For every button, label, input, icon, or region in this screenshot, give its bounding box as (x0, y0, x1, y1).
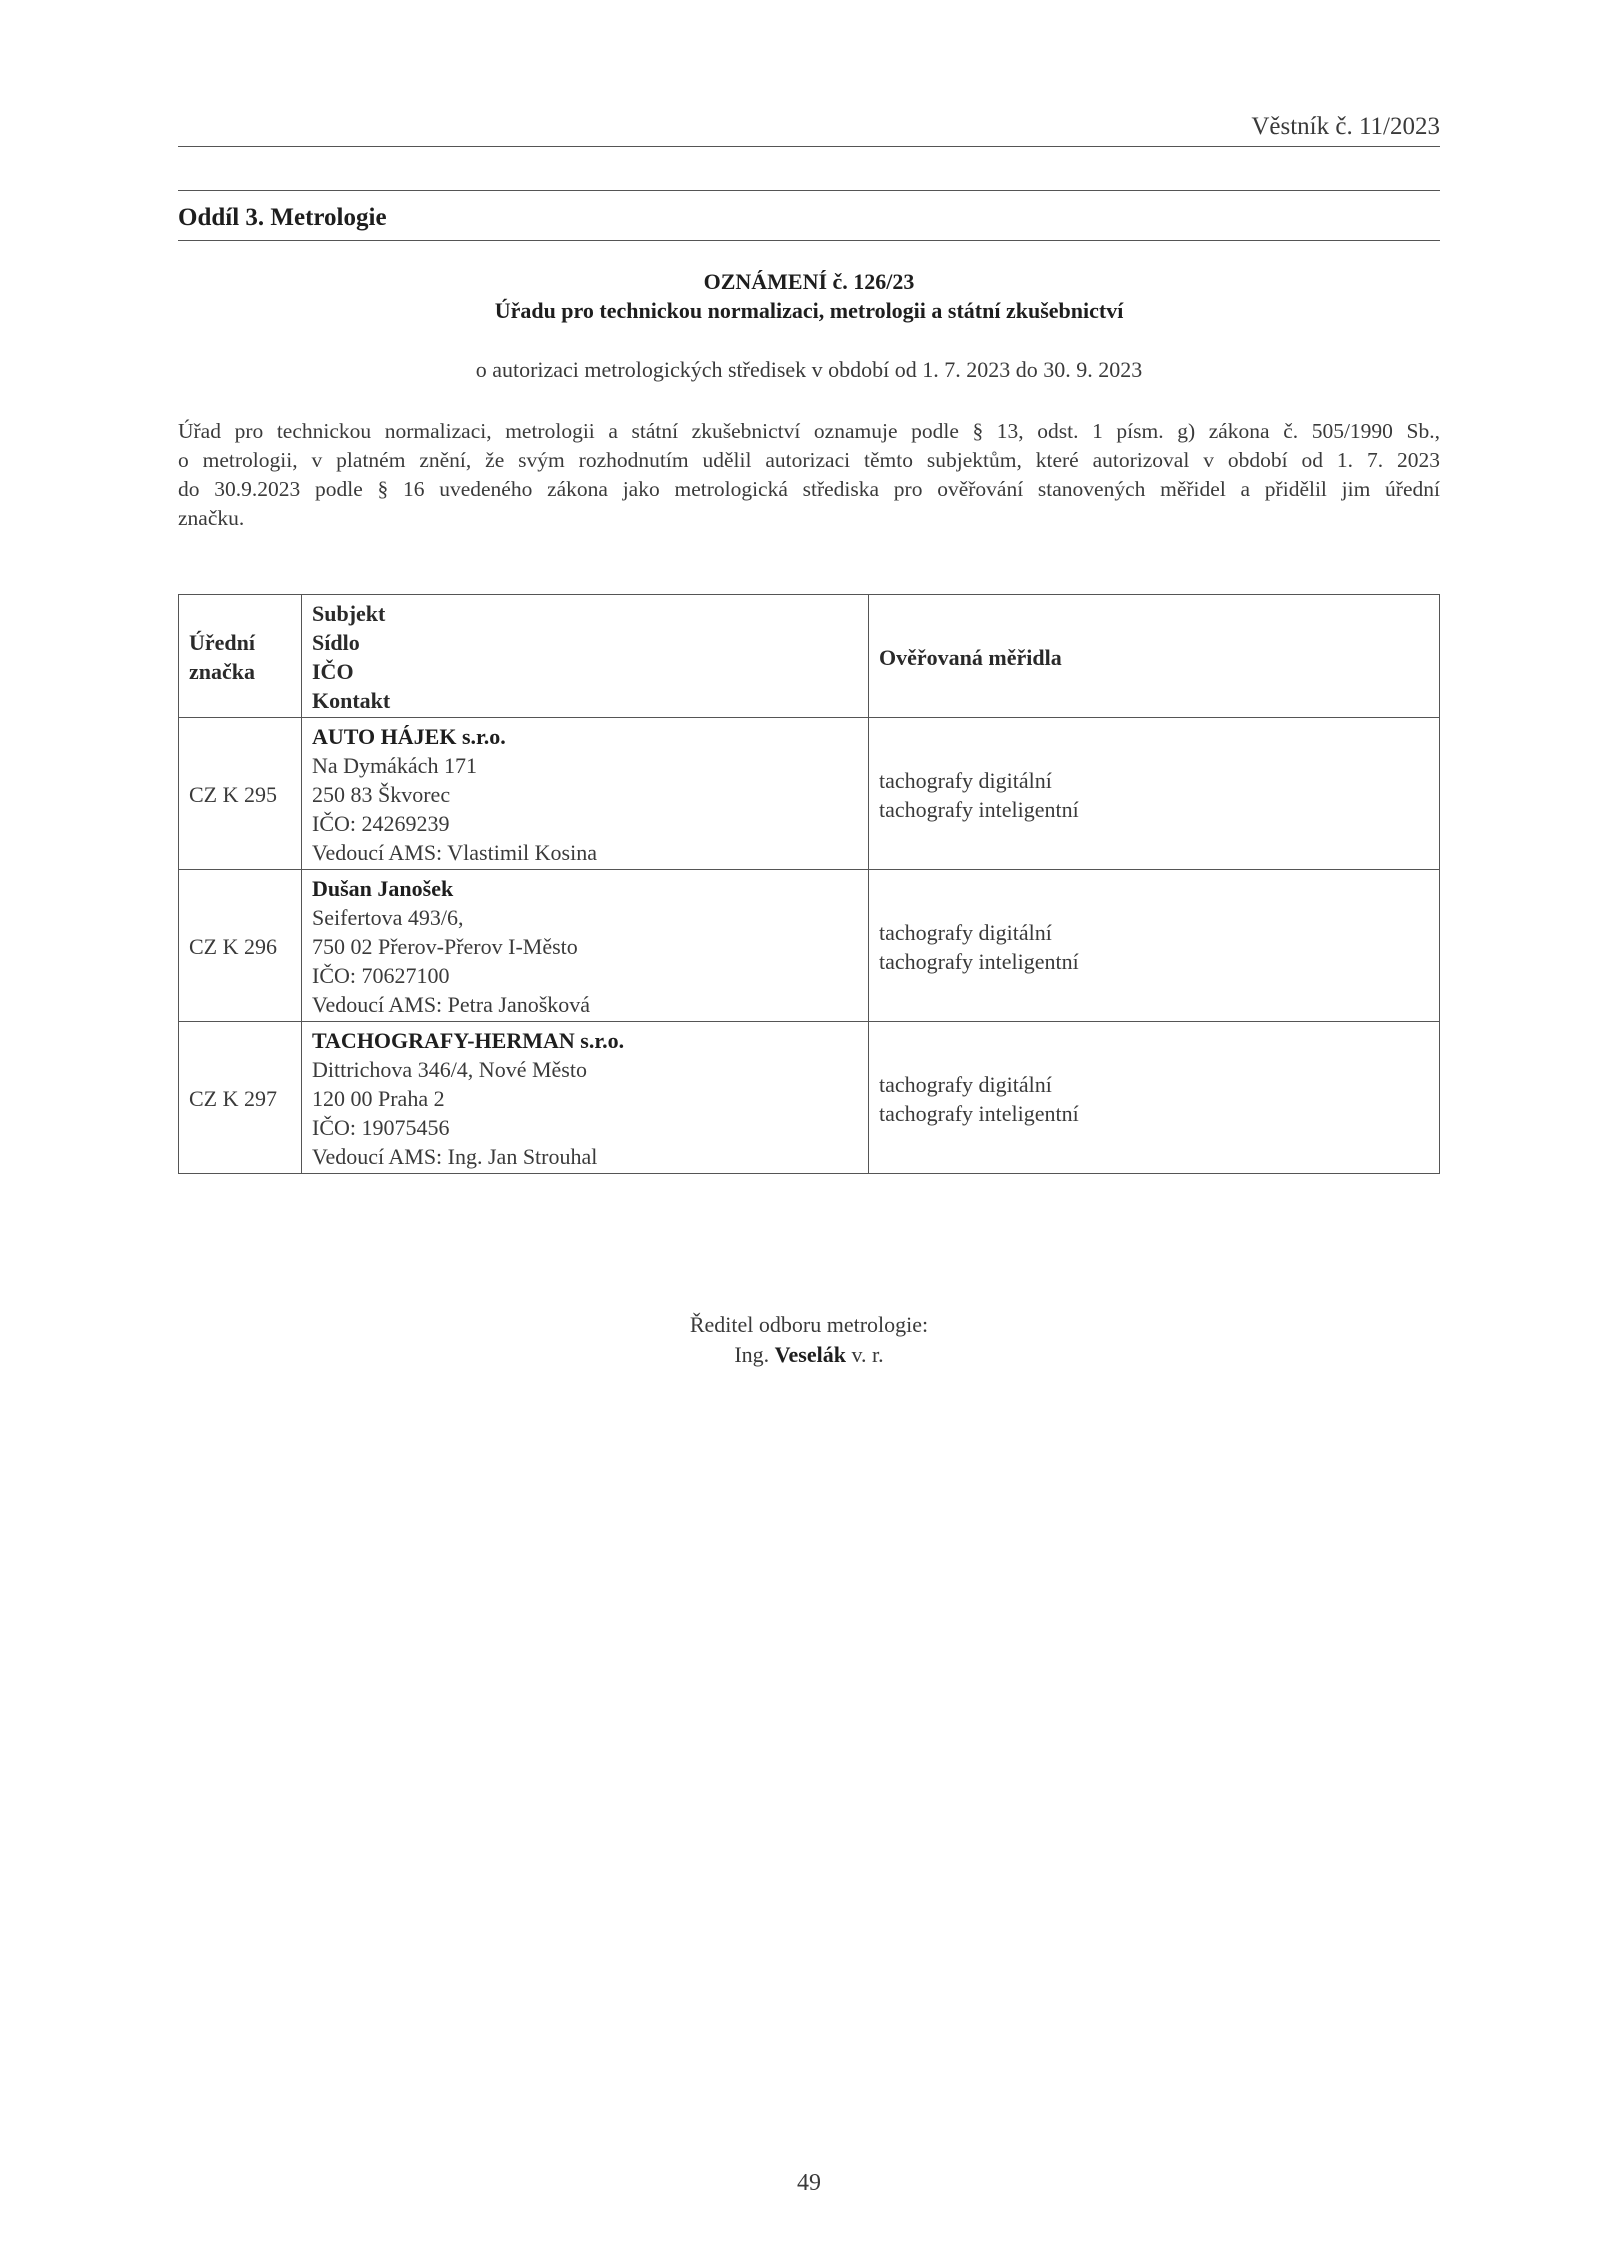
subject-address: 750 02 Přerov-Přerov I-Město (312, 934, 578, 959)
header-cell-mark: Úřední značka (179, 595, 302, 718)
section-rule-bottom (178, 240, 1440, 241)
intro-paragraph (178, 417, 1440, 533)
subject-contact: Vedoucí AMS: Petra Janošková (312, 992, 591, 1017)
subject-ico: IČO: 24269239 (312, 811, 450, 836)
subject-address: Seifertova 493/6, (312, 905, 464, 930)
header-cell-subject: Subjekt Sídlo IČO Kontakt (302, 595, 869, 718)
subject-name: AUTO HÁJEK s.r.o. (312, 724, 506, 749)
table-header-row (179, 595, 1440, 718)
subject-ico: IČO: 70627100 (312, 963, 450, 988)
subject-cell (302, 870, 869, 1022)
subject-address: Dittrichova 346/4, Nové Město (312, 1057, 587, 1082)
instrument-item: tachografy digitální (879, 1071, 1052, 1097)
section-title: Oddíl 3. Metrologie (178, 204, 387, 231)
instrument-item: tachografy inteligentní (879, 948, 1079, 974)
signature-surname: Veselák (774, 1342, 846, 1367)
signature-role: Ředitel odboru metrologie: (689, 1312, 929, 1337)
section-rule-top (178, 190, 1440, 191)
signature-name: Ing. Veselák v. r. (734, 1342, 884, 1367)
table-row (179, 870, 1440, 1022)
subject-name: TACHOGRAFY-HERMAN s.r.o. (312, 1028, 625, 1053)
table-row (179, 1022, 1440, 1174)
subject-address: 120 00 Praha 2 (312, 1086, 445, 1111)
instrument-item: tachografy inteligentní (879, 1100, 1079, 1126)
intro-line: o metrologii, v platném znění, že svým rozhodnutím udělil autorizaci těmto subjektům, které autorizoval v období od 1. 7. 2023 (178, 448, 1440, 472)
signature-block (178, 1310, 1440, 1370)
instruments-cell (869, 718, 1440, 870)
subject-contact: Vedoucí AMS: Vlastimil Kosina (312, 840, 597, 865)
instrument-item: tachografy digitální (879, 919, 1052, 945)
subject-cell (302, 1022, 869, 1174)
intro-line: Úřad pro technickou normalizaci, metrologii a státní zkušebnictví oznamuje podle § 13, odst. 1 písm. g) zákona č. 505/1990 Sb., (178, 419, 1440, 443)
subject-address: Na Dymákách 171 (312, 753, 477, 778)
mark-cell: CZ K 296 (179, 870, 302, 1022)
intro-line: značku. (178, 506, 245, 530)
header-cell-instruments: Ověřovaná měřidla (869, 595, 1440, 718)
subject-contact: Vedoucí AMS: Ing. Jan Strouhal (312, 1144, 598, 1169)
header-rule (178, 146, 1440, 147)
subject-cell (302, 718, 869, 870)
notice-issuer: Úřadu pro technickou normalizaci, metrologii a státní zkušebnictví (494, 298, 1124, 323)
intro-line: do 30.9.2023 podle § 16 uvedeného zákona jako metrologická střediska pro ověřování stanovených měřidel a přidělil jim úřední (178, 477, 1440, 501)
instrument-item: tachografy digitální (879, 767, 1052, 793)
authorization-table (178, 594, 1440, 1174)
subject-ico: IČO: 19075456 (312, 1115, 450, 1140)
table-row (179, 718, 1440, 870)
instruments-cell (869, 1022, 1440, 1174)
mark-cell: CZ K 295 (179, 718, 302, 870)
mark-cell: CZ K 297 (179, 1022, 302, 1174)
instrument-item: tachografy inteligentní (879, 796, 1079, 822)
running-header: Věstník č. 11/2023 (1251, 113, 1440, 140)
subject-name: Dušan Janošek (312, 876, 454, 901)
notice-title: OZNÁMENÍ č. 126/23 (703, 269, 915, 294)
instruments-cell (869, 870, 1440, 1022)
page-number: 49 (797, 2170, 821, 2196)
notice-subtitle: o autorizaci metrologických středisek v období od 1. 7. 2023 do 30. 9. 2023 (475, 357, 1143, 382)
subject-address: 250 83 Škvorec (312, 782, 451, 807)
